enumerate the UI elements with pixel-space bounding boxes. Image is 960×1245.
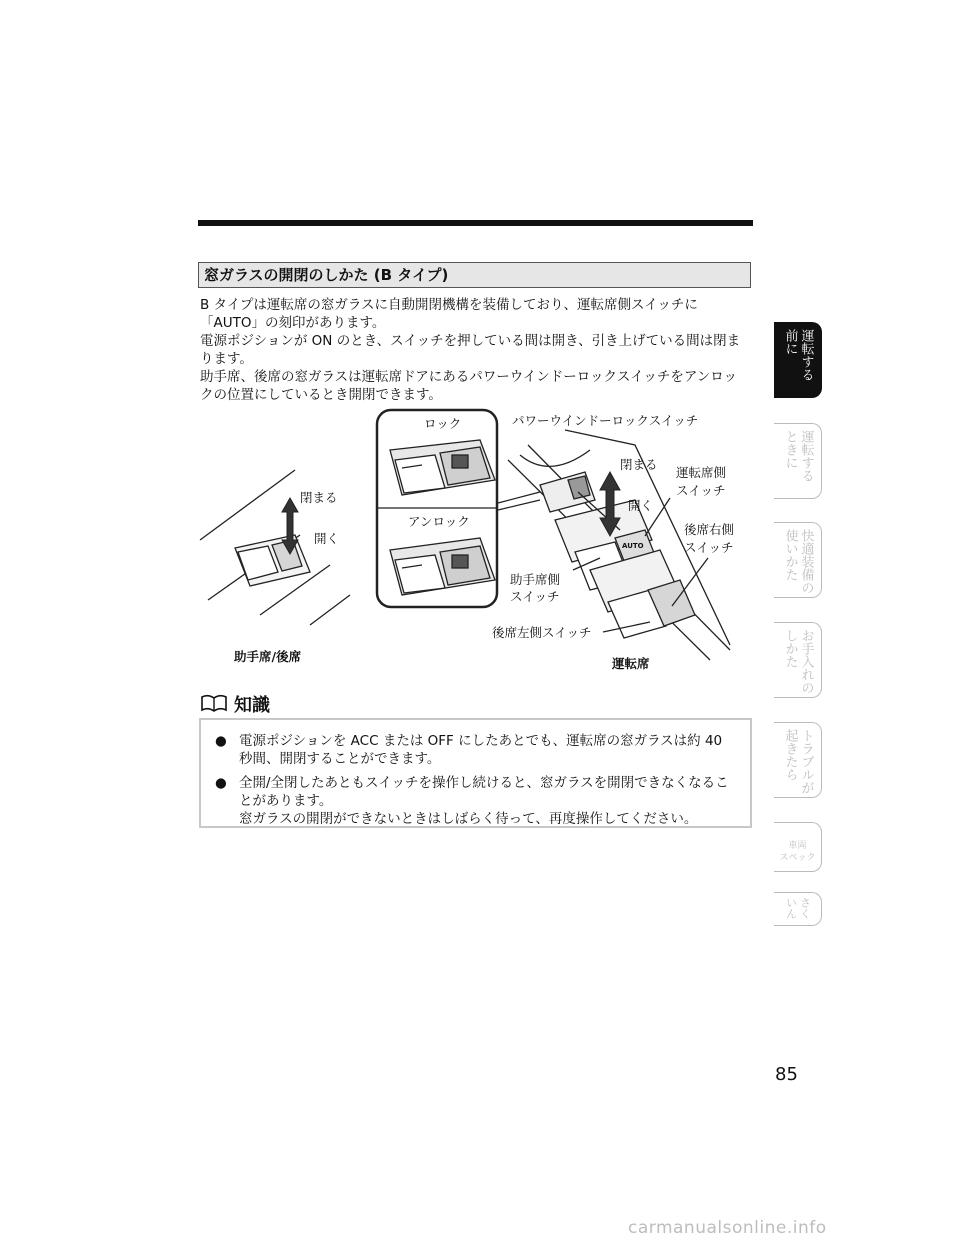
book-icon (200, 694, 228, 718)
unlock-label: アンロック (408, 514, 470, 529)
tab-vehicle-spec[interactable] (774, 822, 822, 872)
knowledge-heading (200, 694, 270, 716)
body-line: 電源ポジションが ON のとき、スイッチを押している間は開き、引き上げている間は閉ま (200, 333, 741, 349)
tab-label: 起きたら (782, 729, 798, 781)
driver-caption: 運転席 (612, 656, 650, 671)
power-window-figure (190, 400, 755, 680)
tab-label: 運転する (798, 430, 814, 482)
tab-comfort-equipment[interactable] (774, 522, 822, 598)
body-line: 助手席、後席の窓ガラスは運転席ドアにあるパワーウインドーロックスイッチをアンロッ (200, 369, 738, 385)
tab-before-driving[interactable] (774, 322, 822, 398)
tab-troubleshooting[interactable] (774, 722, 822, 798)
tab-label: ときに (782, 430, 798, 469)
passenger-switch-label-2: スイッチ (510, 589, 560, 604)
tab-label: 快適装備の (798, 529, 814, 594)
tab-label: しかた (782, 629, 798, 668)
page-number: 85 (775, 1064, 798, 1085)
note-line: とがあります。 (239, 793, 333, 809)
driver-open-label: 開く (628, 498, 654, 513)
tab-while-driving[interactable] (774, 423, 822, 499)
tab-label: 運転する (798, 329, 814, 381)
power-window-illustration (190, 400, 755, 680)
driver-switch-label-2: スイッチ (676, 483, 726, 498)
note-line: 窓ガラスの開閉ができないときはしばらく待って、再度操作してください。 (239, 811, 698, 827)
tab-label: さく (798, 897, 812, 919)
body-text (200, 296, 755, 404)
tab-label: 前に (782, 329, 798, 355)
tab-label: 車両 (788, 841, 807, 851)
knowledge-title: 知識 (234, 695, 270, 716)
tab-label: トラブルが (798, 729, 814, 794)
passenger-open-label: 開く (314, 531, 340, 546)
tab-label: スペック (779, 853, 816, 863)
tab-maintenance[interactable] (774, 622, 822, 698)
tab-label: 使いかた (782, 529, 798, 581)
watermark: carmanualsonline.info (628, 1218, 827, 1238)
lock-switch-label: パワーウインドーロックスイッチ (512, 413, 699, 428)
list-item (215, 774, 736, 828)
note-line: 秒間、開閉することができます。 (239, 751, 441, 767)
tab-label: いん (784, 897, 798, 919)
rear-left-label: 後席左側スイッチ (492, 625, 592, 640)
note-line: 電源ポジションを ACC または OFF にしたあとでも、運転席の窓ガラスは約 40 (239, 733, 723, 749)
knowledge-box (199, 718, 752, 828)
passenger-close-label: 閉まる (300, 490, 338, 505)
lock-label: ロック (424, 416, 462, 431)
top-rule (198, 220, 753, 226)
body-line: B タイプは運転席の窓ガラスに自動開閉機構を装備しており、運転席側スイッチに (200, 297, 698, 313)
driver-switch-label-1: 運転席側 (676, 465, 727, 480)
body-line: 「AUTO」の刻印があります。 (200, 315, 386, 331)
tab-index[interactable] (774, 892, 822, 926)
driver-close-label: 閉まる (620, 457, 658, 472)
body-line: クの位置にしているとき開閉できます。 (200, 387, 442, 403)
body-line: ります。 (200, 351, 253, 367)
passenger-rear-caption: 助手席/後席 (234, 649, 302, 664)
rear-right-label-2: スイッチ (684, 540, 734, 555)
auto-mark: AUTO (622, 542, 644, 550)
passenger-switch-label-1: 助手席側 (510, 572, 561, 587)
bullet: ● (215, 775, 227, 791)
rear-right-label-1: 後席右側 (684, 522, 735, 537)
section-title: 窓ガラスの開閉のしかた (B タイプ) (198, 262, 751, 288)
note-line: 全開/全閉したあともスイッチを操作し続けると、窓ガラスを開閉できなくなるこ (239, 775, 729, 791)
bullet: ● (215, 733, 227, 749)
list-item (215, 732, 736, 768)
tab-label: お手入れの (798, 629, 814, 694)
